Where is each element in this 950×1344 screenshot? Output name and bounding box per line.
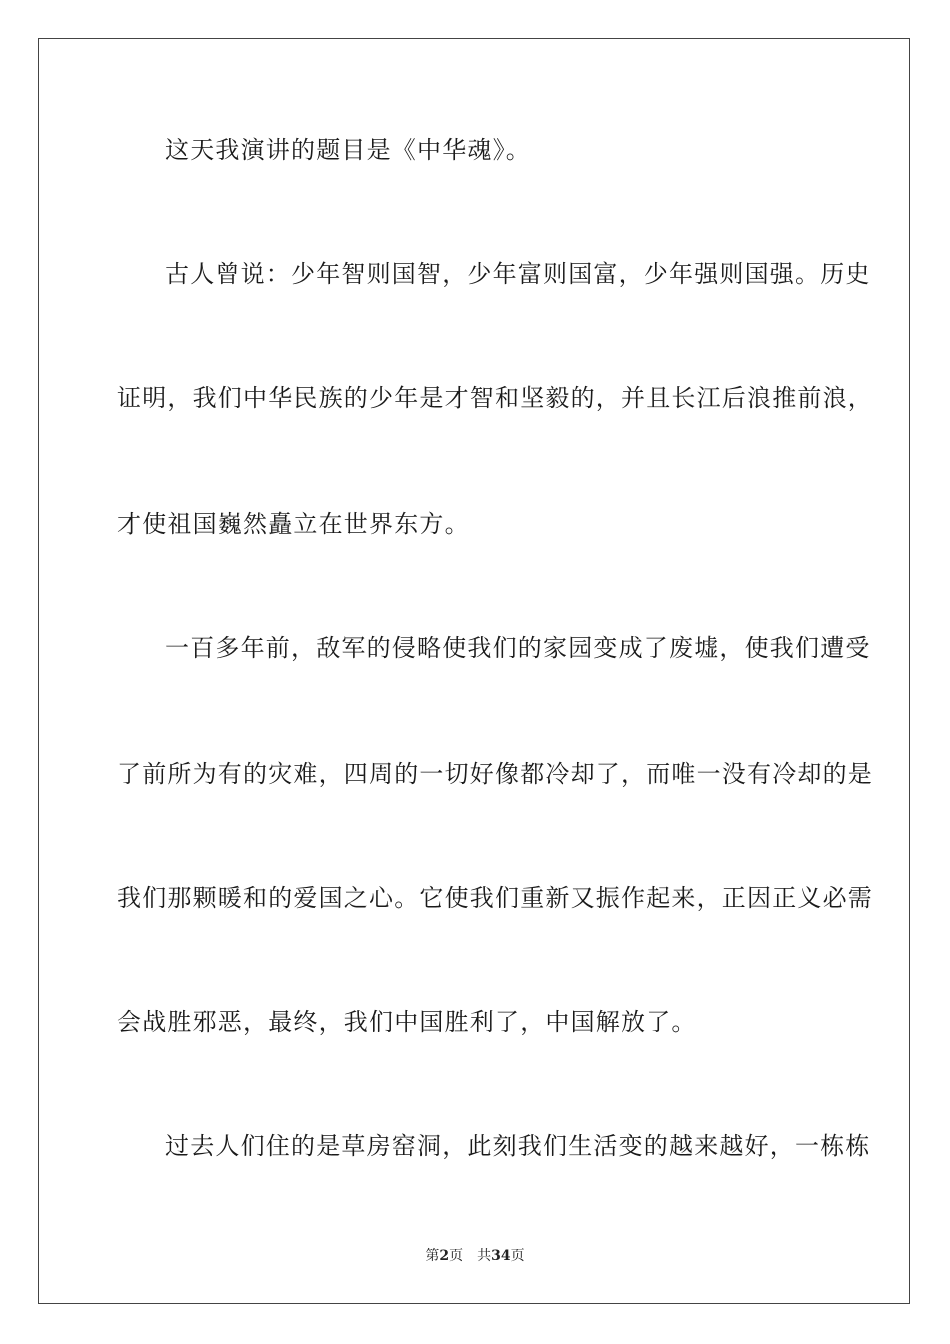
footer-page-number: 2 [439, 1248, 450, 1264]
paragraph-line: 会战胜邪恶，最终，我们中国胜利了，中国解放了。 [117, 1008, 697, 1036]
footer-page-suffix: 页 [449, 1248, 464, 1264]
paragraph-line: 才使祖国巍然矗立在世界东方。 [117, 510, 470, 538]
footer-total-prefix: 共 [477, 1248, 492, 1264]
footer-page-prefix: 第 [425, 1248, 440, 1264]
paragraph-line: 了前所为有的灾难，四周的一切好像都冷却了，而唯一没有冷却的是 [117, 760, 873, 788]
paragraph-line: 这天我演讲的题目是《中华魂》。 [165, 136, 531, 164]
page-border [38, 38, 910, 1304]
page-footer [0, 1247, 950, 1265]
footer-total-suffix: 页 [510, 1248, 525, 1264]
paragraph-line: 古人曾说：少年智则国智，少年富则国富，少年强则国强。历史 [165, 260, 871, 288]
paragraph-line: 一百多年前，敌军的侵略使我们的家园变成了废墟，使我们遭受 [165, 634, 871, 662]
footer-total-pages: 34 [491, 1248, 511, 1264]
paragraph-line: 过去人们住的是草房窑洞，此刻我们生活变的越来越好，一栋栋 [165, 1132, 871, 1160]
paragraph-line: 我们那颗暖和的爱国之心。它使我们重新又振作起来，正因正义必需 [117, 884, 873, 912]
paragraph-line: 证明，我们中华民族的少年是才智和坚毅的，并且长江后浪推前浪， [117, 384, 873, 412]
